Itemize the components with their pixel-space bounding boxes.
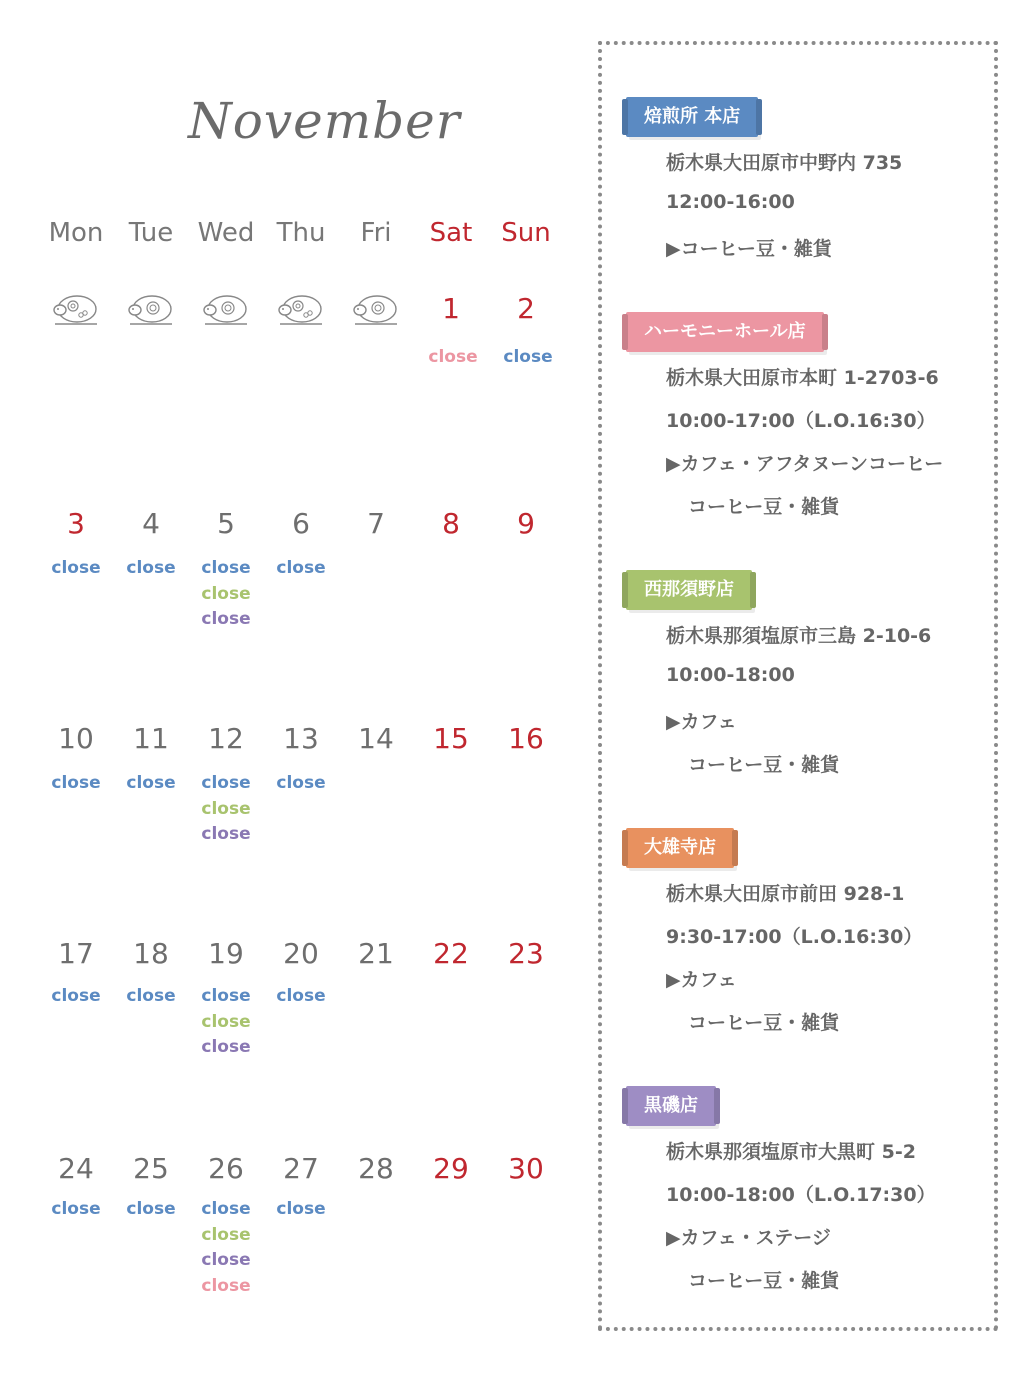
close-marks <box>113 556 189 582</box>
close-marks <box>263 556 339 582</box>
shop-items: ▶カフェ <box>666 969 737 991</box>
close-marks <box>113 1197 189 1223</box>
day-5: 5 <box>217 507 235 540</box>
weekday-tue: Tue <box>128 218 174 248</box>
sheep-icon <box>38 290 114 330</box>
close-mark-purple: close <box>201 1250 251 1270</box>
day-23: 23 <box>508 937 544 970</box>
close-mark-blue: close <box>201 558 251 578</box>
sheep-icon <box>263 290 339 330</box>
day-14: 14 <box>358 722 394 755</box>
day-4: 4 <box>142 507 160 540</box>
sheep-icon <box>188 290 264 330</box>
close-mark-blue: close <box>276 558 326 578</box>
day-13: 13 <box>283 722 319 755</box>
close-mark-purple: close <box>201 609 251 629</box>
close-mark-blue: close <box>51 986 101 1006</box>
shop-tag-nishinasuno: 西那須野店 <box>626 570 752 610</box>
shop-items: コーヒー豆・雑貨 <box>688 1012 840 1034</box>
sheep-icon <box>113 290 189 330</box>
close-mark-green: close <box>201 1011 251 1032</box>
close-marks <box>263 984 339 1010</box>
day-21: 21 <box>358 937 394 970</box>
day-12: 12 <box>208 722 244 755</box>
shop-hours: 10:00-18:00 <box>666 664 795 686</box>
close-mark-green: close <box>201 1224 251 1245</box>
close-mark-blue: close <box>126 558 176 578</box>
day-11: 11 <box>133 722 169 755</box>
shop-items: コーヒー豆・雑貨 <box>688 496 840 518</box>
close-marks <box>263 771 339 797</box>
weekday-fri: Fri <box>360 218 392 248</box>
day-18: 18 <box>133 937 169 970</box>
day-20: 20 <box>283 937 319 970</box>
day-24: 24 <box>58 1152 94 1185</box>
day-26: 26 <box>208 1152 244 1185</box>
day-16: 16 <box>508 722 544 755</box>
close-mark-pink: close <box>201 1275 251 1296</box>
close-marks <box>263 1197 339 1223</box>
shop-items: ▶カフェ・アフタヌーンコーヒー <box>666 453 944 475</box>
shop-hours: 10:00-18:00（L.O.17:30） <box>666 1184 936 1206</box>
shop-tag-kuroiso: 黒磯店 <box>626 1086 716 1126</box>
day-15: 15 <box>433 722 469 755</box>
close-mark-blue: close <box>51 558 101 578</box>
close-mark-blue: close <box>126 773 176 793</box>
day-2: 2 <box>517 292 535 325</box>
shop-tag-daiouji: 大雄寺店 <box>626 828 734 868</box>
close-marks <box>188 771 264 848</box>
close-mark-blue: close <box>51 1199 101 1219</box>
close-marks <box>188 984 264 1061</box>
shop-items: ▶カフェ <box>666 711 737 733</box>
close-mark-blue: close <box>276 773 326 793</box>
month-title: November <box>188 92 461 150</box>
day-29: 29 <box>433 1152 469 1185</box>
day-22: 22 <box>433 937 469 970</box>
close-mark-blue: close <box>126 986 176 1006</box>
close-mark-blue: close <box>201 986 251 1006</box>
shop-address: 栃木県大田原市本町 1-2703-6 <box>666 367 939 389</box>
close-mark-green: close <box>201 583 251 604</box>
close-marks <box>38 1197 114 1223</box>
shop-tag-harmony-hall: ハーモニーホール店 <box>626 312 824 352</box>
day-28: 28 <box>358 1152 394 1185</box>
day-9: 9 <box>517 507 535 540</box>
weekday-mon: Mon <box>48 218 104 248</box>
shop-hours: 9:30-17:00（L.O.16:30） <box>666 926 923 948</box>
close-mark-blue: close <box>201 773 251 793</box>
sheep-icon <box>338 290 414 330</box>
shop-address: 栃木県那須塩原市大黒町 5-2 <box>666 1141 916 1163</box>
day-27: 27 <box>283 1152 319 1185</box>
close-marks <box>113 984 189 1010</box>
close-mark-green: close <box>201 798 251 819</box>
close-marks <box>188 556 264 633</box>
close-marks <box>188 1197 264 1299</box>
shop-items: ▶コーヒー豆・雑貨 <box>666 238 832 260</box>
close-marks <box>38 984 114 1010</box>
close-mark-blue: close <box>51 773 101 793</box>
close-mark-purple: close <box>201 1037 251 1057</box>
day-30: 30 <box>508 1152 544 1185</box>
day-7: 7 <box>367 507 385 540</box>
shop-address: 栃木県那須塩原市三島 2-10-6 <box>666 625 932 647</box>
close-marks <box>38 556 114 582</box>
close-mark-blue: close <box>201 1199 251 1219</box>
shop-hours: 12:00-16:00 <box>666 191 795 213</box>
shop-address: 栃木県大田原市中野内 735 <box>666 152 903 174</box>
weekday-sun: Sun <box>501 218 551 248</box>
close-mark-blue: close <box>276 1199 326 1219</box>
day-1: 1 <box>442 292 460 325</box>
day-8: 8 <box>442 507 460 540</box>
shop-items: コーヒー豆・雑貨 <box>688 1270 840 1292</box>
close-mark-blue: close <box>276 986 326 1006</box>
day-19: 19 <box>208 937 244 970</box>
weekday-wed: Wed <box>197 218 255 248</box>
close-marks <box>113 771 189 797</box>
day-17: 17 <box>58 937 94 970</box>
shop-hours: 10:00-17:00（L.O.16:30） <box>666 410 936 432</box>
shop-address: 栃木県大田原市前田 928-1 <box>666 883 905 905</box>
close-mark-purple: close <box>201 824 251 844</box>
close-mark-pink: close <box>428 347 478 367</box>
close-mark-blue: close <box>126 1199 176 1219</box>
close-mark-blue: close <box>503 347 553 367</box>
shop-items: コーヒー豆・雑貨 <box>688 754 840 776</box>
day-3: 3 <box>67 507 85 540</box>
day-6: 6 <box>292 507 310 540</box>
shop-tag-honten: 焙煎所 本店 <box>626 97 758 137</box>
weekday-thu: Thu <box>276 218 326 248</box>
weekday-sat: Sat <box>429 218 473 248</box>
day-10: 10 <box>58 722 94 755</box>
close-marks <box>38 771 114 797</box>
day-25: 25 <box>133 1152 169 1185</box>
shop-items: ▶カフェ・ステージ <box>666 1227 831 1249</box>
